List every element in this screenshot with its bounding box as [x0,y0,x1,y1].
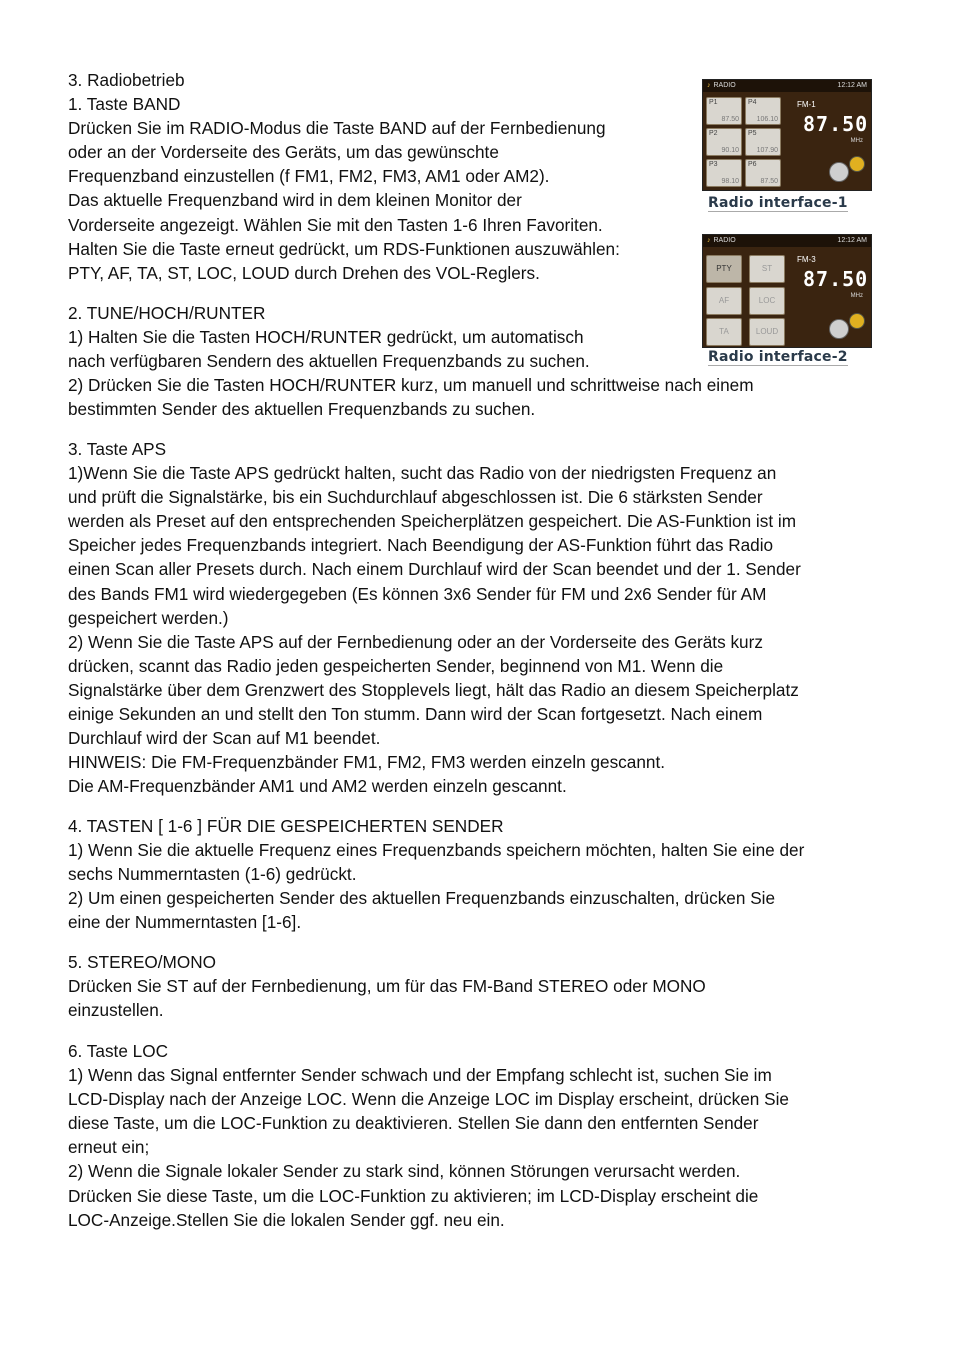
frequency-display: 87.50 [803,267,869,291]
band-label: FM-1 [797,100,816,109]
radio-logo-icon: ♪ [707,237,711,244]
knob-icon [829,313,865,339]
radio-logo-icon: ♪ [707,82,711,89]
section-tune-intro: 2. TUNE/HOCH/RUNTER 1) Halten Sie die Tasten HOCH/RUNTER gedrückt, um automatisch nach verfügbaren Sendern des aktuellen Frequenzbands zu suchen. [68,303,590,372]
radio-interface-2-image [702,234,872,348]
unit-label: MHz [850,293,863,299]
section-tune-manual: 2) Drücken Sie die Tasten HOCH/RUNTER kurz, um manuell und schrittweise nach einem bestimmten Sender des aktuellen Frequenzbands zu suchen. [68,375,754,420]
frequency-display: 87.50 [803,112,869,136]
unit-label: MHz [850,138,863,144]
radio-interface-1-image [702,79,872,191]
section-preset-keys: 4. TASTEN [ 1-6 ] FÜR DIE GESPEICHERTEN SENDER 1) Wenn Sie die aktuelle Frequenz eines Frequenzbands speichern möchten, halten Sie eine der sechs Nummerntasten (1-6) gedrückt. 2) Um einen gespeicherten Sender des aktuellen Frequenzbands einzuschalten, drücken Sie eine der Nummerntasten [1-6]. [68,816,805,933]
preset-tile: P1 87.50 [706,97,742,125]
section-radio-band: 3. Radiobetrieb 1. Taste BAND Drücken Sie im RADIO-Modus die Taste BAND auf der Fernbedienung oder an der Vorderseite des Geräts, um das gewünschte Frequenzband einzustellen (f FM1, FM2, FM3, AM1 oder AM2). Das aktuelle Frequenzband wird in dem kleinen Monitor der Vorderseite angezeigt. Wählen Sie mit den Tasten 1-6 Ihren Favoriten. Halten Sie die Taste erneut gedrückt, um RDS-Funktionen auszuwählen: PTY, AF, TA, ST, LOC, LOUD durch Drehen des VOL-Reglers. [68,70,620,283]
section-loc: 6. Taste LOC 1) Wenn das Signal entfernter Sender schwach und der Empfang schlecht ist, suchen Sie im LCD-Display nach der Anzeige LOC. Wenn die Anzeige LOC im Display erscheint, drücken Sie diese Taste, um die LOC-Funktion zu deaktivieren. Stellen Sie dann den entfernten Sender erneut ein; 2) Wenn die Signale lokaler Sender zu stark sind, können Störungen verursacht werden. Drücken Sie diese Taste, um die LOC-Funktion zu aktivieren; im LCD-Display erscheint die LOC-Anzeige.Stellen Sie die lokalen Sender ggf. neu ein. [68,1041,789,1230]
preset-tile: P6 87.50 [745,159,781,187]
radio-interface-2-caption: Radio interface-2 [708,349,848,365]
rds-button-loc: LOC [749,287,785,315]
radio-header: ♪ RADIO 12:12 AM [703,80,871,92]
clock: 12:12 AM [837,82,867,89]
clock: 12:12 AM [837,237,867,244]
preset-tile: P2 90.10 [706,128,742,156]
preset-tile: P3 98.10 [706,159,742,187]
rds-button-loud: LOUD [749,318,785,346]
preset-tile: P5 107.90 [745,128,781,156]
radio-header: ♪ RADIO 12:12 AM [703,235,871,247]
band-label: FM-3 [797,255,816,264]
preset-tile: P4 106.10 [745,97,781,125]
section-stereo-mono: 5. STEREO/MONO Drücken Sie ST auf der Fernbedienung, um für das FM-Band STEREO oder MONO einzustellen. [68,952,706,1021]
rds-button-st: ST [749,255,785,283]
rds-button-pty: PTY [706,255,742,283]
section-aps: 3. Taste APS 1)Wenn Sie die Taste APS gedrückt halten, sucht das Radio von der niedrigsten Frequenz an und prüft die Signalstärke, bis ein Suchdurchlauf abgeschlossen ist. Die 6 stärksten Sender werden als Preset auf den entsprechenden Speicherplätzen gespeichert. Die AS-Funktion ist im Speicher jedes Frequenzbands integriert. Nach Beendigung der AS-Funktion führt das Radio einen Scan aller Presets durch. Nach einem Durchlauf wird der Scan beendet und der 1. Sender des Bands FM1 wird wiedergegeben (Es können 3x6 Sender für FM und 2x6 Sender für AM gespeichert werden.) 2) Wenn Sie die Taste APS auf der Fernbedienung oder an der Vorderseite des Geräts kurz drücken, scannt das Radio jeden gespeicherten Sender, beginnend von M1. Wenn die Signalstärke über dem Grenzwert des Stopplevels liegt, hält das Radio an diesem Speicherplatz einige Sekunden an und stellt den Ton stumm. Dann wird der Scan fortgesetzt. Nach einem Durchlauf wird der Scan auf M1 beendet. HINWEIS: Die FM-Frequenzbänder FM1, FM2, FM3 werden einzeln gescannt. Die AM-Frequenzbänder AM1 und AM2 werden einzeln gescannt. [68,439,801,797]
radio-interface-1-caption: Radio interface-1 [708,195,848,211]
knob-icon [829,156,865,182]
rds-button-af: AF [706,287,742,315]
rds-button-ta: TA [706,318,742,346]
